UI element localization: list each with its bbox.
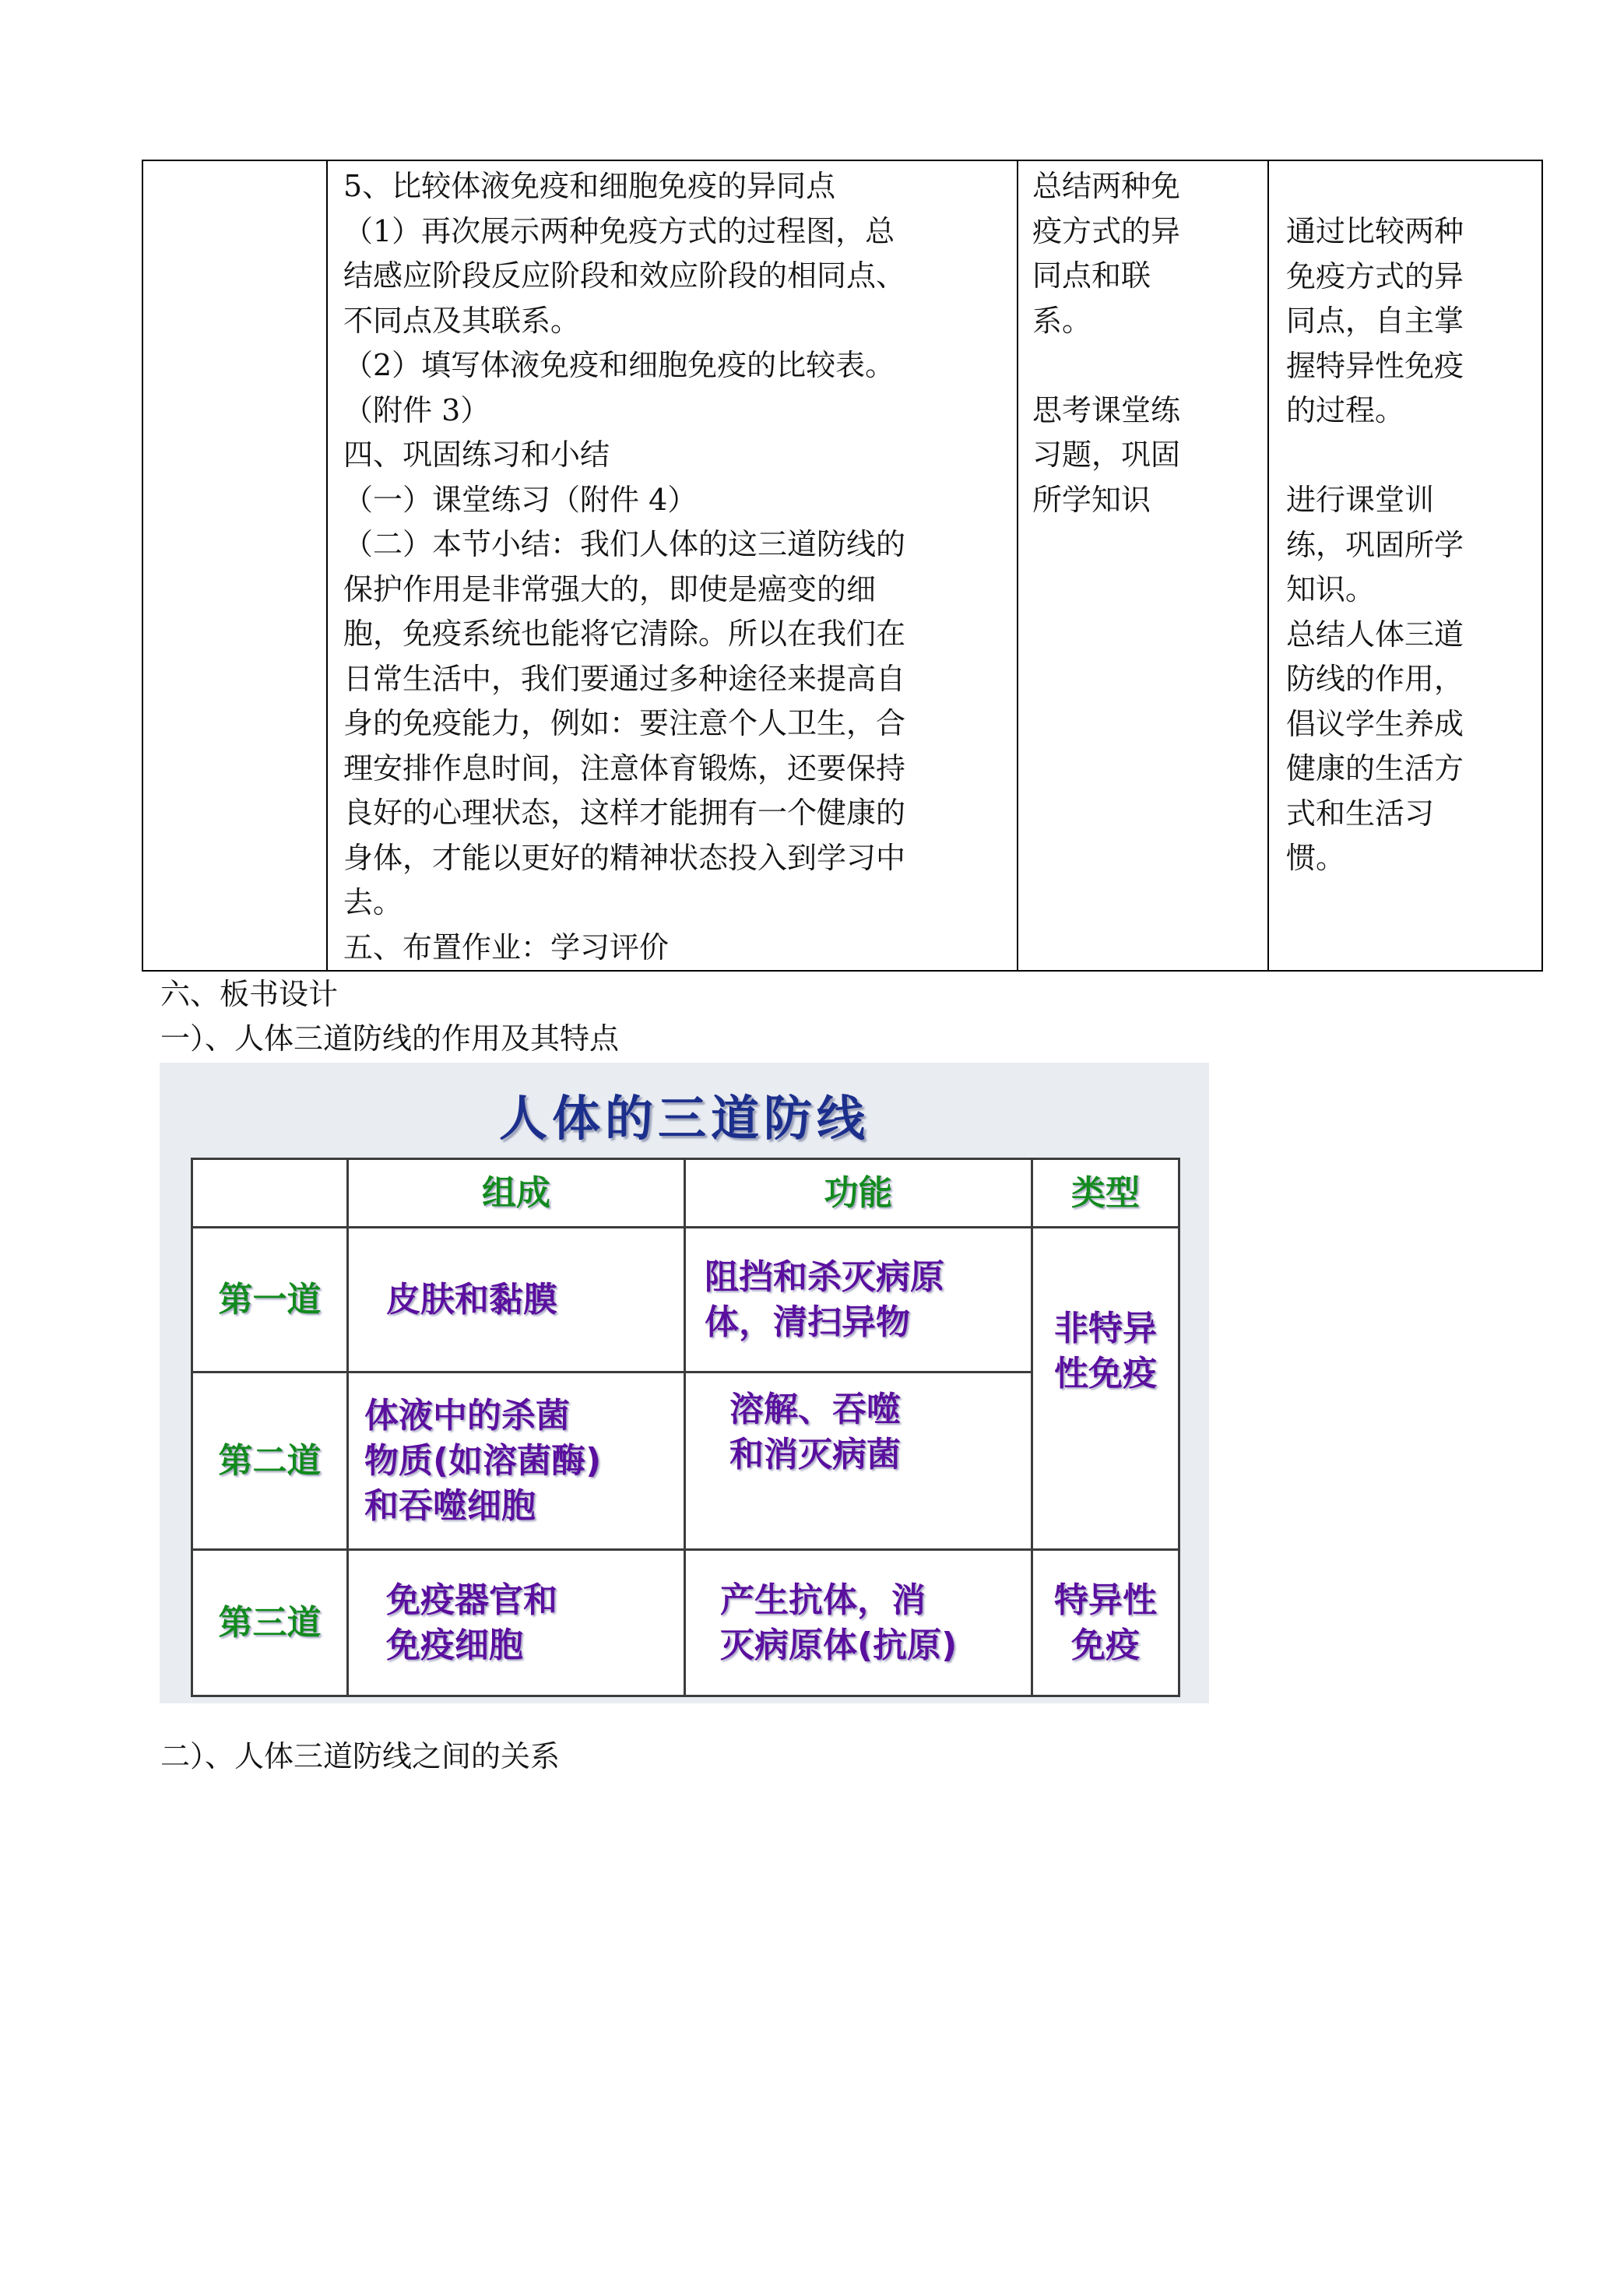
table-cell-empty (142, 160, 327, 971)
table-row (192, 1228, 1179, 1372)
table-row (192, 1372, 1179, 1550)
content-line: 良好的心理状态，这样才能拥有一个健康的 (343, 796, 906, 830)
corner-cell (192, 1159, 348, 1228)
activity-line: 疫方式的异 (1032, 213, 1181, 248)
header-function: 功能 (685, 1159, 1032, 1228)
content-line: 结感应阶段反应阶段和效应阶段的相同点、 (343, 258, 906, 293)
intent-line: 握特异性免疫 (1286, 348, 1464, 383)
row-first-line: 第一道 (192, 1228, 348, 1372)
lesson-plan-table (142, 160, 1543, 972)
composition-line: 免疫器官和 (386, 1580, 557, 1620)
design-intent-cell (1268, 160, 1542, 971)
intent-line: 总结人体三道 (1286, 617, 1464, 652)
activity-line: 同点和联 (1032, 258, 1151, 293)
defense-table (191, 1158, 1180, 1697)
composition-line: 体液中的杀菌 (364, 1395, 570, 1436)
type-line: 性免疫 (1054, 1354, 1157, 1394)
teaching-content-cell (327, 160, 1018, 971)
content-line: 五、布置作业：学习评价 (343, 930, 670, 965)
composition-cell (348, 1550, 685, 1696)
row-second-line: 第二道 (192, 1372, 348, 1550)
intent-line: 健康的生活方 (1286, 751, 1464, 786)
function-line: 和消灭病菌 (729, 1435, 901, 1474)
content-line: （二）本节小结：我们人体的这三道防线的 (343, 527, 906, 561)
composition-cell (348, 1372, 685, 1550)
intent-line: 免疫方式的异 (1286, 258, 1464, 293)
intent-line: 惯。 (1286, 841, 1346, 875)
intent-line: 知识。 (1286, 572, 1376, 606)
function-line: 体，清扫异物 (705, 1302, 910, 1342)
content-line: 身体，才能以更好的精神状态投入到学习中 (343, 840, 906, 875)
composition-line: 和吞噬细胞 (364, 1485, 536, 1526)
activity-line: 习题，巩固 (1032, 438, 1181, 472)
intent-line: 通过比较两种 (1286, 214, 1464, 248)
intent-line: 防线的作用， (1286, 662, 1464, 696)
function-line: 产生抗体，消 (720, 1580, 926, 1620)
function-cell (685, 1228, 1032, 1372)
function-cell (685, 1550, 1032, 1696)
content-line: 去。 (343, 885, 403, 919)
intent-line: 式和生活习 (1286, 796, 1435, 831)
content-line: 身的免疫能力，例如：要注意个人卫生，合 (343, 706, 906, 740)
type-line: 非特异 (1054, 1309, 1157, 1348)
table-row (142, 160, 1542, 971)
type-cell-specific (1032, 1550, 1179, 1696)
subsection-heading-1: 一）、人体三道防线的作用及其特点 (160, 1021, 620, 1056)
intent-line: 同点，自主掌 (1286, 304, 1464, 338)
content-line: 5、比较体液免疫和细胞免疫的异同点 (343, 169, 836, 203)
function-line: 溶解、吞噬 (729, 1390, 901, 1429)
content-line: （1）再次展示两种免疫方式的过程图，总 (343, 213, 895, 248)
function-cell (685, 1372, 1032, 1550)
subsection-heading-2: 二）、人体三道防线之间的关系 (160, 1739, 561, 1773)
activity-line: 所学知识 (1032, 482, 1151, 517)
content-line: 不同点及其联系。 (343, 303, 581, 338)
header-type: 类型 (1032, 1159, 1179, 1228)
content-line: 保护作用是非常强大的，即使是癌变的细 (343, 571, 877, 606)
content-line: （附件 3） (343, 392, 490, 427)
activity-line: 系。 (1032, 303, 1092, 338)
function-line: 灭病原体(抗原) (720, 1625, 958, 1665)
type-cell-nonspecific (1032, 1228, 1179, 1550)
header-composition: 组成 (348, 1159, 685, 1228)
composition-line: 物质(如溶菌酶) (364, 1440, 602, 1481)
student-activity-cell (1018, 160, 1268, 971)
intent-line: 倡议学生养成 (1286, 706, 1464, 741)
content-line: 四、巩固练习和小结 (343, 438, 610, 472)
type-line: 特异性 (1054, 1580, 1157, 1620)
composition-cell (348, 1228, 685, 1372)
figure-title: 人体的三道防线 (498, 1090, 870, 1147)
content-line: 理安排作息时间，注意体育锻炼，还要保持 (343, 750, 906, 786)
intent-line: 练，巩固所学 (1286, 527, 1464, 562)
three-lines-of-defense-figure (160, 1063, 1209, 1703)
content-line: （2）填写体液免疫和细胞免疫的比较表。 (343, 348, 895, 382)
content-line: （一）课堂练习（附件 4） (343, 482, 698, 517)
table-row (192, 1550, 1179, 1696)
content-line: 胞，免疫系统也能将它清除。所以在我们在 (343, 617, 906, 651)
activity-line: 总结两种免 (1032, 169, 1181, 203)
row-third-line: 第三道 (192, 1550, 348, 1696)
type-line: 免疫 (1071, 1625, 1140, 1665)
intent-line: 进行课堂训 (1286, 483, 1435, 517)
table-row (192, 1159, 1179, 1228)
composition-line: 免疫细胞 (386, 1625, 523, 1665)
composition-line: 皮肤和黏膜 (386, 1279, 557, 1320)
function-line: 阻挡和杀灭病原 (705, 1256, 944, 1297)
content-line: 日常生活中，我们要通过多种途径来提高自 (343, 661, 906, 696)
section-heading: 六、板书设计 (160, 977, 339, 1011)
intent-line: 的过程。 (1286, 393, 1405, 427)
activity-line: 思考课堂练 (1032, 392, 1181, 427)
